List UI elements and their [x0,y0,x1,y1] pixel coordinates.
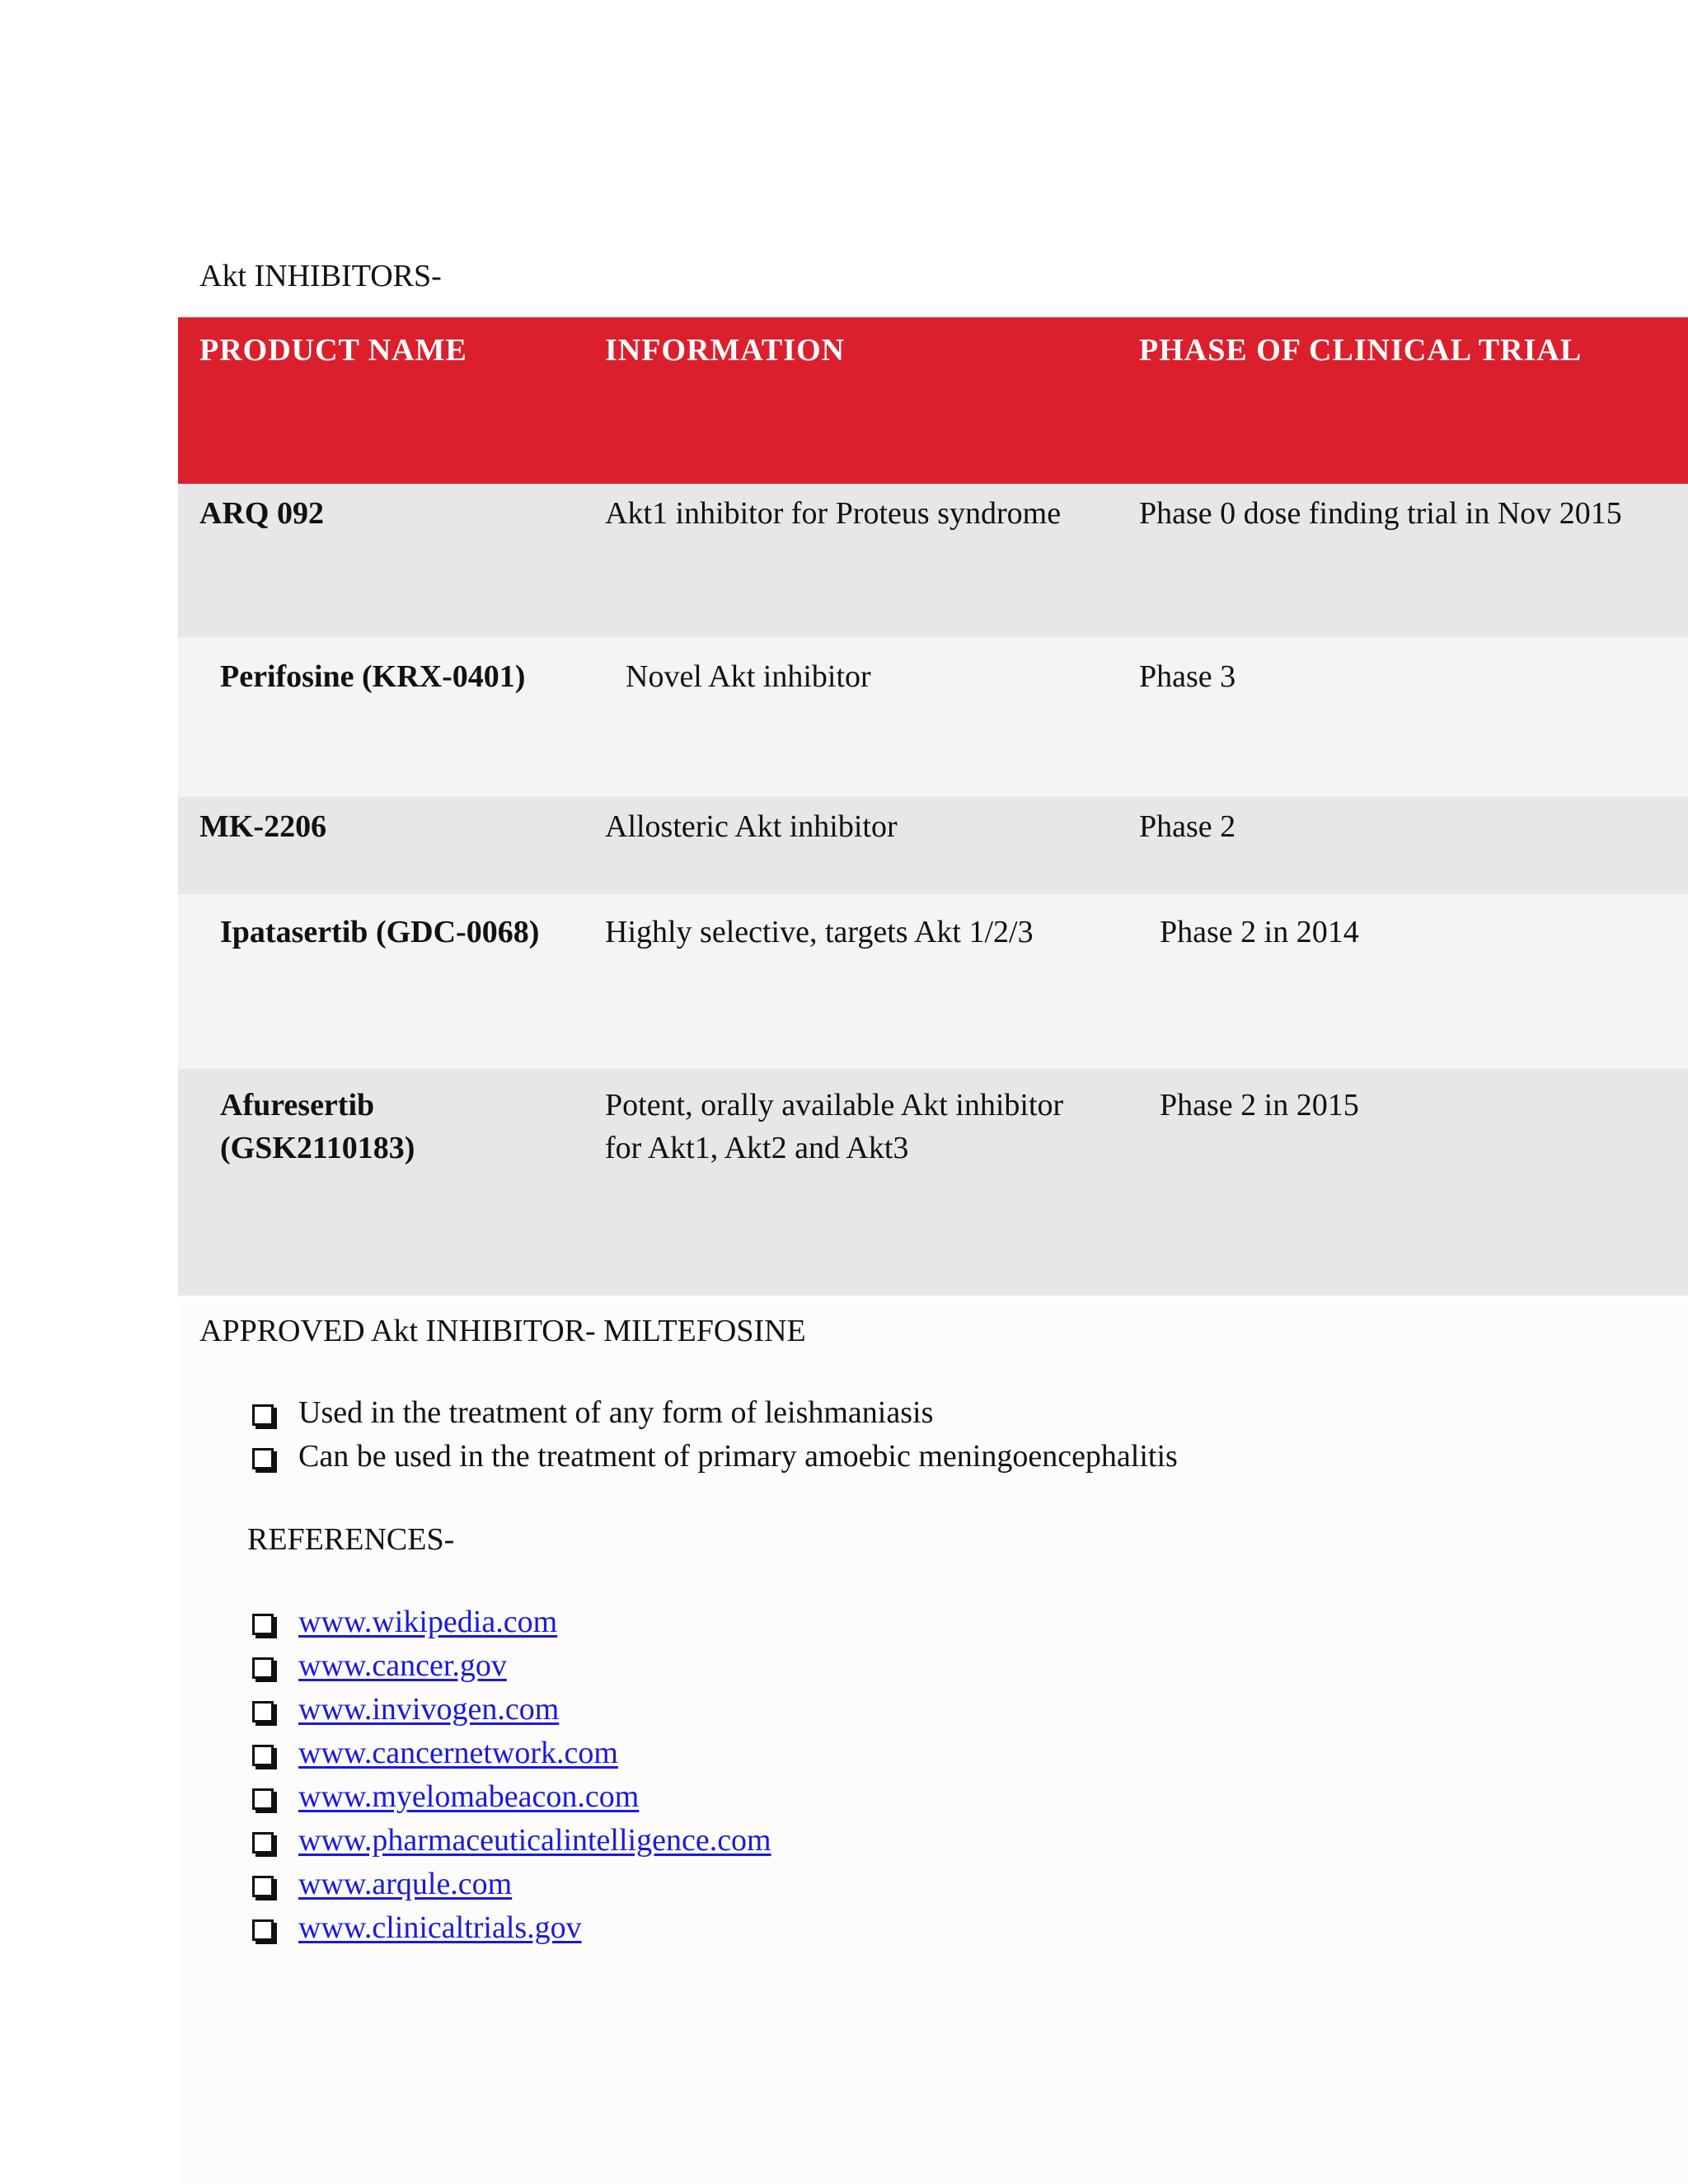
column-header-information: INFORMATION [605,333,846,368]
list-item [247,1688,771,1732]
reference-link-pharmaceuticalintelligence[interactable]: www.pharmaceuticalintelligence.com [298,1823,771,1858]
table-row [178,637,1688,797]
list-item [247,1644,771,1688]
product-phase: Phase 2 in 2015 [1160,1088,1359,1122]
product-information: Potent, orally available Akt inhibitor [605,1088,1064,1122]
reference-link-cancernetwork[interactable]: www.cancernetwork.com [298,1736,618,1770]
product-information-continued: for Akt1, Akt2 and Akt3 [605,1131,909,1165]
column-header-phase: PHASE OF CLINICAL TRIAL [1139,333,1582,368]
list-item [247,1391,1178,1435]
list-item [247,1906,771,1950]
checkbox-bullet-icon [252,1448,274,1469]
product-name: Ipatasertib (GDC-0068) [220,915,540,949]
column-header-product-name: PRODUCT NAME [199,333,467,368]
list-item [247,1601,771,1644]
list-item-text: Can be used in the treatment of primary amoebic meningoencephalitis [298,1439,1178,1474]
checkbox-bullet-icon [252,1701,274,1722]
checkbox-bullet-icon [252,1745,274,1766]
list-item [247,1732,771,1775]
table-header-row [178,317,1688,484]
product-phase: Phase 3 [1139,659,1236,694]
references-heading: REFERENCES- [247,1522,455,1557]
page-title: Akt INHIBITORS- [199,259,442,293]
checkbox-bullet-icon [252,1919,274,1941]
reference-link-myelomabeacon[interactable]: www.myelomabeacon.com [298,1779,640,1814]
reference-link-arqule[interactable]: www.arqule.com [298,1867,513,1901]
product-phase: Phase 0 dose finding trial in Nov 2015 [1139,496,1622,531]
inhibitors-table [178,317,1688,1296]
reference-link-clinicaltrials[interactable]: www.clinicaltrials.gov [298,1910,582,1945]
reference-link-invivogen[interactable]: www.invivogen.com [298,1692,560,1727]
reference-link-cancer-gov[interactable]: www.cancer.gov [298,1648,507,1683]
approved-points-list [247,1391,1178,1479]
checkbox-bullet-icon [252,1788,274,1810]
list-item [247,1819,771,1863]
list-item [247,1435,1178,1479]
product-information: Allosteric Akt inhibitor [605,809,898,844]
checkbox-bullet-icon [252,1404,274,1426]
checkbox-bullet-icon [252,1657,274,1679]
references-list [247,1601,771,1950]
approved-inhibitor-heading: APPROVED Akt INHIBITOR- MILTEFOSINE [199,1314,806,1348]
product-name: Afuresertib [220,1088,375,1122]
checkbox-bullet-icon [252,1832,274,1854]
reference-link-wikipedia[interactable]: www.wikipedia.com [298,1605,558,1639]
checkbox-bullet-icon [252,1876,274,1897]
list-item [247,1863,771,1906]
table-row [178,894,1688,1069]
product-information: Novel Akt inhibitor [626,659,871,694]
table-row [178,1069,1688,1296]
product-information: Akt1 inhibitor for Proteus syndrome [605,496,1062,531]
list-item [247,1775,771,1819]
product-phase: Phase 2 in 2014 [1160,915,1359,949]
checkbox-bullet-icon [252,1614,274,1635]
product-name-continued: (GSK2110183) [220,1131,415,1165]
table-row [178,797,1688,894]
product-name: ARQ 092 [199,496,324,531]
product-phase: Phase 2 [1139,809,1236,844]
table-row [178,484,1688,637]
product-information: Highly selective, targets Akt 1/2/3 [605,915,1034,949]
list-item-text: Used in the treatment of any form of leishmaniasis [298,1395,934,1430]
product-name: MK-2206 [199,809,327,844]
product-name: Perifosine (KRX-0401) [220,659,526,694]
